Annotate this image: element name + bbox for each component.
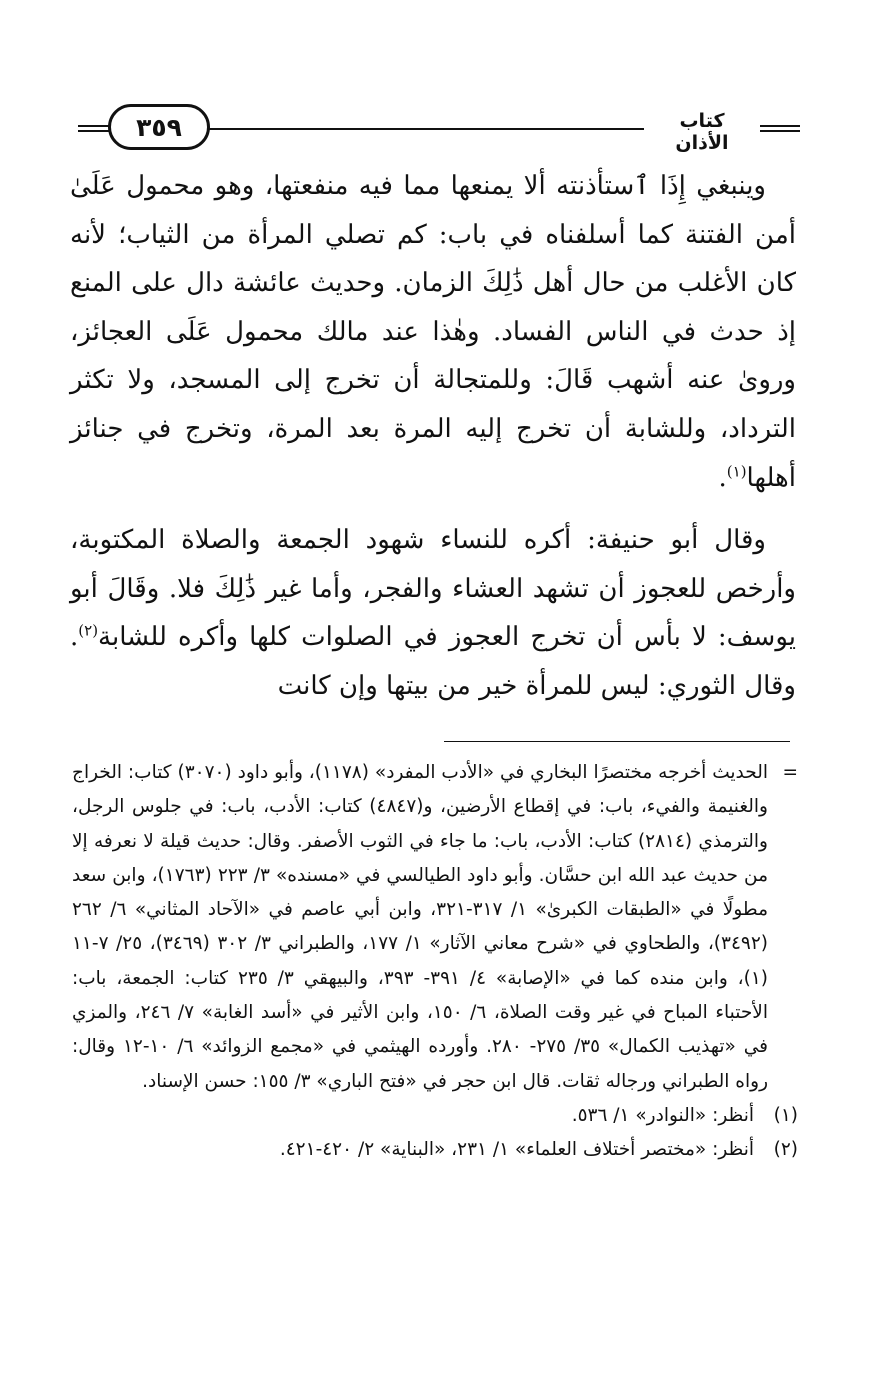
footnote-text: أنظر: «مختصر أختلاف العلماء» ١/ ٢٣١، «البناية» ٢/ ٤٢٠-٤٢١.	[279, 1139, 754, 1161]
footnote-item	[72, 1133, 798, 1167]
footnote-text: أنظر: «النوادر» ١/ ٥٣٦.	[571, 1104, 754, 1126]
footnote-separator	[444, 741, 790, 742]
page-number-badge	[108, 104, 210, 150]
header-rule-right	[758, 125, 800, 132]
header-rule-center	[186, 128, 666, 130]
main-text	[70, 162, 796, 711]
chapter-title: كتاب الأذان	[644, 110, 760, 154]
footnote-number: (١)	[773, 1104, 798, 1126]
footnote-continuation-text: الحديث أخرجه مختصرًا البخاري في «الأدب المفرد» (١١٧٨)، وأبو داود (٣٠٧٠) كتاب: الخراج والغنيمة والفيء، باب: في إقطاع الأرضين، و(٤٨٤٧) كتاب: الأدب، باب: في جلوس الرجل، والترمذي (٢٨١٤) كتاب: الأدب، باب: ما جاء في الثوب الأصفر. وقال: حديث قيلة لا نعرفه إلا من حديث عبد الله ابن حسَّان. وأبو داود الطيالسي في «مسنده» ٣/ ٢٢٣ (١٧٦٣)، وابن سعد مطولًا في «الطبقات الكبرىٰ» ١/ ٣١٧-٣٢١، وابن أبي عاصم في «الآحاد المثاني» ٦/ ٢٦٢ (٣٤٩٢)، والطحاوي في «شرح معاني الآثار» ١/ ١٧٧، والطبراني ٣/ ٣٠٢ (٣٤٦٩)، ٢٥/ ٧-١١ (١)، وابن منده كما في «الإصابة» ٤/ ٣٩١- ٣٩٣، والبيهقي ٣/ ٢٣٥ كتاب: الجمعة، باب: الأحتباء المباح في غير وقت الصلاة، ٦/ ١٥٠، وابن الأثير في «أسد الغابة» ٧/ ٢٤٦، والمزي في «تهذيب الكمال» ٣٥/ ٢٧٥- ٢٨٠. وأورده الهيثمي في «مجمع الزوائد» ٦/ ١٠-١٢ وقال: رواه الطبراني ورجاله ثقات. قال ابن حجر في «فتح الباري» ٣/ ١٥٥: حسن الإسناد.	[72, 762, 768, 1092]
footnote-item	[72, 1099, 798, 1133]
paragraph-2	[70, 516, 796, 710]
footnote-number: (٢)	[773, 1139, 798, 1161]
footnote-ref-1: (١)	[726, 461, 747, 480]
paragraph-2-continuation: . وقال الثوري: ليس للمرأة خير من بيتها وإن كانت	[70, 622, 796, 701]
page-number: ٣٥٩	[136, 112, 182, 142]
footnote-ref-2: (٢)	[78, 621, 99, 640]
running-header	[70, 92, 798, 152]
paragraph-1-text: وينبغي إِذَا ٱستأذنته ألا يمنعها مما فيه منفعتها، وهو محمول عَلَىٰ أمن الفتنة كما أسلفناه في باب: كم تصلي المرأة من الثياب؛ لأنه كان الأغلب من حال أهل ذَٰلِكَ الزمان. وحديث عائشة دال على المنع إذ حدث في الناس الفساد. وهٰذا عند مالك محمول عَلَى العجائز، وروىٰ عنه أشهب قَالَ: وللمتجالة أن تخرج إلى المسجد، ولا تكثر الترداد، وللشابة أن تخرج إليه المرة بعد المرة، وتخرج في جنائز أهلها	[70, 171, 796, 493]
paragraph-1	[70, 162, 796, 502]
paragraph-1-end: .	[718, 462, 727, 493]
footnote-continuation	[72, 756, 798, 1099]
paragraph-2-text: وقال أبو حنيفة: أكره للنساء شهود الجمعة والصلاة المكتوبة، وأرخص للعجوز أن تشهد العشاء والفجر، وأما غير ذَٰلِكَ فلا. وقَالَ أبو يوسف: لا بأس أن تخرج العجوز في الصلوات كلها وأكره للشابة	[70, 525, 796, 653]
footnotes	[72, 756, 798, 1168]
continuation-marker: =	[782, 762, 798, 783]
